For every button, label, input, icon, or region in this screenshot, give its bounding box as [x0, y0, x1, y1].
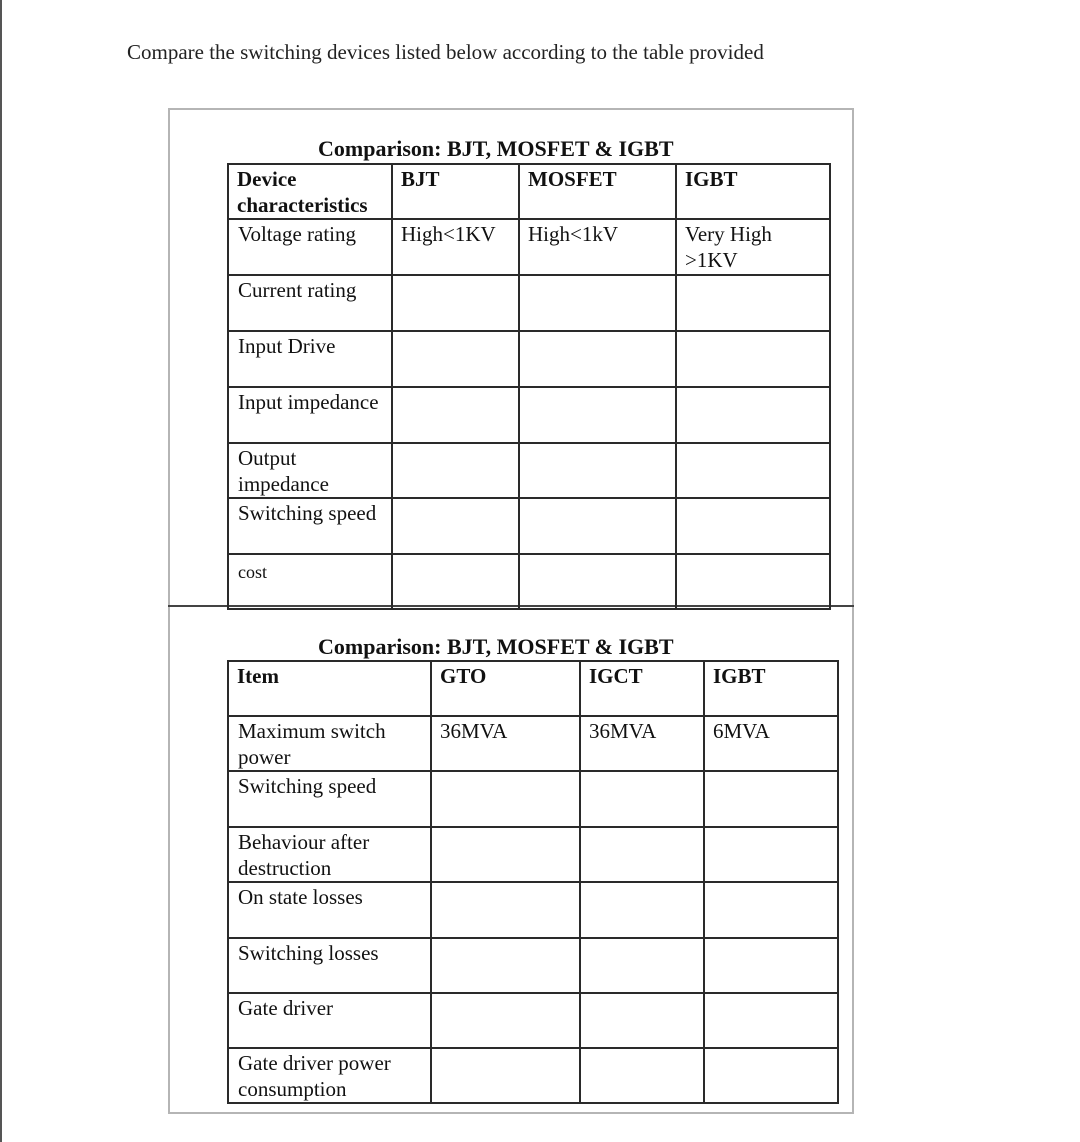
table-cell: [704, 1048, 838, 1103]
table-cell: 6MVA: [704, 716, 838, 771]
row-label: Switching speed: [228, 771, 431, 827]
row-label: Output impedance: [228, 443, 392, 498]
row-label: Switching losses: [228, 938, 431, 993]
table-cell: [676, 554, 830, 609]
table-row: [228, 716, 838, 771]
table-cell: [431, 882, 580, 938]
table-cell: 36MVA: [580, 716, 704, 771]
table-row: [228, 275, 830, 331]
table-row: [228, 882, 838, 938]
table-cell: [392, 554, 519, 609]
table-cell: [580, 938, 704, 993]
row-label: Input Drive: [228, 331, 392, 387]
table-cell: [519, 331, 676, 387]
header-igbt: IGBT: [704, 661, 838, 716]
row-label: Maximum switch power: [228, 716, 431, 771]
header-igct: IGCT: [580, 661, 704, 716]
row-label: Current rating: [228, 275, 392, 331]
table-cell: [392, 498, 519, 554]
table-row: [228, 771, 838, 827]
table-cell: [431, 938, 580, 993]
table-row: [228, 1048, 838, 1103]
table1-header-row: [228, 164, 830, 219]
table-cell: [519, 498, 676, 554]
table-cell: [676, 443, 830, 498]
table1-caption: Comparison: BJT, MOSFET & IGBT: [318, 136, 674, 161]
table2-caption: Comparison: BJT, MOSFET & IGBT: [318, 634, 674, 659]
page-left-border: [0, 0, 2, 1142]
table-cell: [704, 882, 838, 938]
table-cell: [519, 554, 676, 609]
row-label: Behaviour after destruction: [228, 827, 431, 882]
header-gto: GTO: [431, 661, 580, 716]
table-row: [228, 443, 830, 498]
table-cell: [519, 275, 676, 331]
table-cell: [676, 387, 830, 443]
row-label: Voltage rating: [228, 219, 392, 275]
header-device-characteristics: Device characteristics: [228, 164, 392, 219]
table-cell: [580, 771, 704, 827]
row-label: Gate driver: [228, 993, 431, 1048]
table-cell: [704, 938, 838, 993]
table2-header-row: [228, 661, 838, 716]
table-row: [228, 993, 838, 1048]
table-cell: [676, 275, 830, 331]
row-label: Switching speed: [228, 498, 392, 554]
table-cell: [431, 827, 580, 882]
row-label: cost: [228, 554, 392, 609]
table-cell: [704, 771, 838, 827]
table-cell: [676, 498, 830, 554]
table-cell: [676, 331, 830, 387]
table-row: [228, 554, 830, 609]
header-igbt: IGBT: [676, 164, 830, 219]
device-comparison-table: [227, 163, 831, 610]
header-item: Item: [228, 661, 431, 716]
table-row: [228, 331, 830, 387]
table-row: [228, 938, 838, 993]
table-cell: [392, 275, 519, 331]
table-cell: [519, 387, 676, 443]
table-cell: [580, 882, 704, 938]
table-cell: [392, 331, 519, 387]
table-cell: High<1kV: [519, 219, 676, 275]
table-cell: [580, 827, 704, 882]
table-cell: Very High >1KV: [676, 219, 830, 275]
table-cell: [431, 993, 580, 1048]
table-cell: [392, 387, 519, 443]
table-row: [228, 387, 830, 443]
instruction-text: Compare the switching devices listed below according to the table provided: [127, 40, 764, 64]
table-cell: [519, 443, 676, 498]
table-row: [228, 498, 830, 554]
table-row: [228, 219, 830, 275]
table-cell: High<1KV: [392, 219, 519, 275]
row-label: On state losses: [228, 882, 431, 938]
table-row: [228, 827, 838, 882]
thyristor-comparison-table: [227, 660, 839, 1104]
table-cell: [704, 827, 838, 882]
header-mosfet: MOSFET: [519, 164, 676, 219]
table-cell: 36MVA: [431, 716, 580, 771]
table-cell: [580, 1048, 704, 1103]
table-cell: [431, 771, 580, 827]
table-cell: [580, 993, 704, 1048]
table-cell: [704, 993, 838, 1048]
table-cell: [392, 443, 519, 498]
row-label: Input impedance: [228, 387, 392, 443]
table-cell: [431, 1048, 580, 1103]
row-label: Gate driver power consumption: [228, 1048, 431, 1103]
header-bjt: BJT: [392, 164, 519, 219]
